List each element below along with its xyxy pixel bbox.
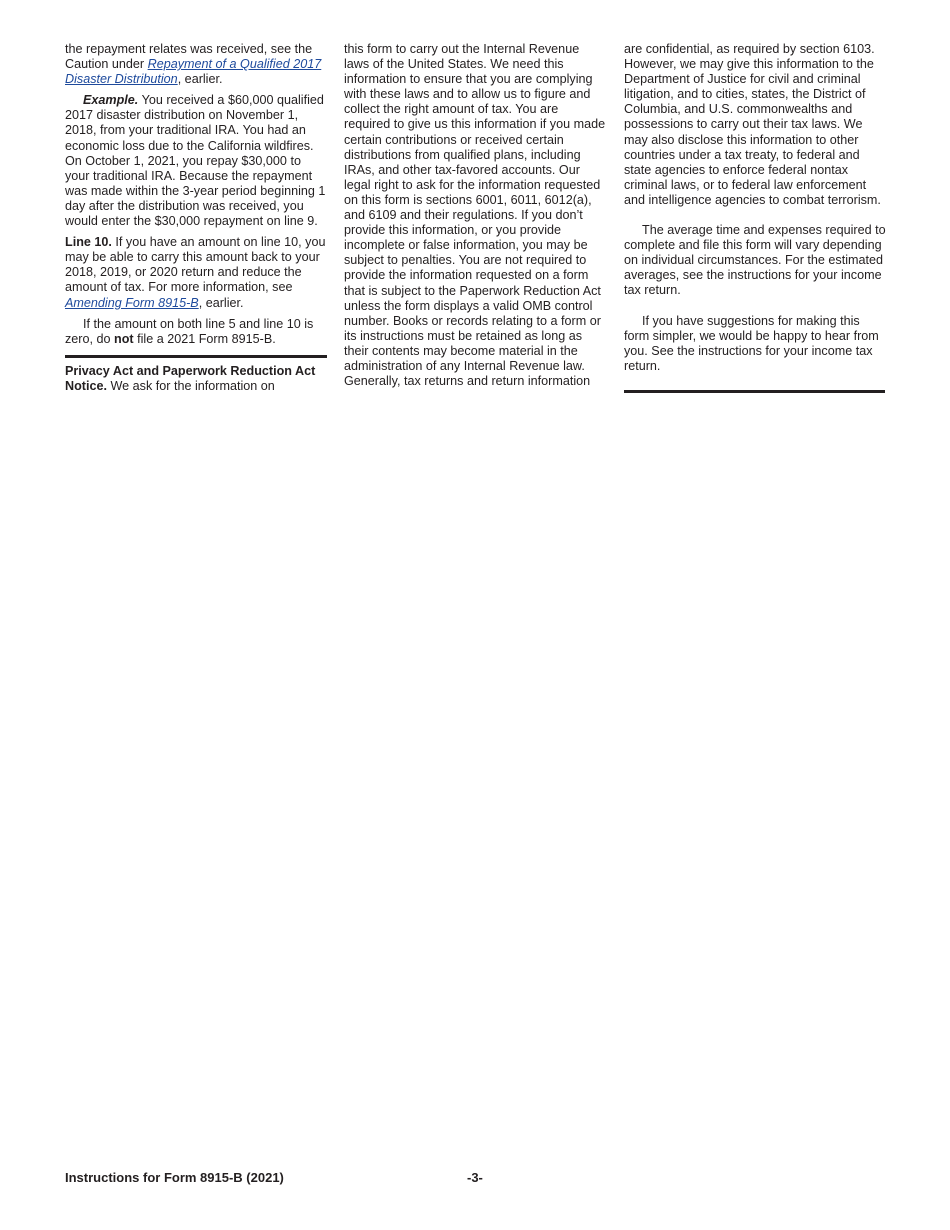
example-text: You received a $60,000 qualified 2017 disaster distribution on November 1, 2018, from your traditional IRA. You had an economic loss due to the California wildfires. On October 1, 2021, you repay $30,000 to your traditional IRA. Because the repayment was made within the 3-year period beginning 1 day after the distribution was received, you would enter the $30,000 repayment on line 9. (65, 93, 326, 229)
amending-form-8915b-link[interactable]: Amending Form 8915-B (65, 295, 199, 310)
line10-tail: , earlier. (198, 295, 244, 310)
amount-zero-tail: file a 2021 Form 8915-B. (133, 331, 276, 346)
privacy-act-heading: Privacy Act and Paperwork Reduction Act Notice. (65, 363, 316, 393)
amount-zero-paragraph (65, 317, 327, 347)
caution-reference-paragraph (65, 42, 327, 87)
footer-title: Instructions for Form 8915-B (2021) (65, 1170, 284, 1185)
line10-paragraph (65, 235, 327, 310)
confidentiality-paragraph: are confidential, as required by section 6103. However, we may give this information to the Department of Justice for civil and criminal litigation, and to cities, states, the District of Columbia, and U.S. commonwealths and possessions to carry out their tax laws. We may also disclose this information to other countries under a tax treaty, to federal and state agencies to enforce federal nontax criminal laws, or to federal law enforcement and intelligence agencies to combat terrorism. (624, 42, 881, 207)
average-time-paragraph: The average time and expenses required to complete and file this form will vary depending on individual circumstances. For the estimated averages, see the instructions for your income tax return. (624, 223, 886, 298)
section-divider (65, 355, 327, 358)
privacy-act-continued-text: this form to carry out the Internal Revenue laws of the United States. We need this information to ensure that you are complying with these laws and to allow us to figure and collect the right amount of tax. You are required to give us this information if you made certain contributions or received certain distributions from qualified plans, including IRAs, and other tax-favored accounts. Our legal right to ask for the information requested on this form is sections 6001, 6011, 6012(a), and 6109 and their regulations. If you don’t provide this information, or you provide incomplete or false information, you may be subject to penalties. You are not required to provide the information requested on a form that is subject to the Paperwork Reduction Act unless the form displays a valid OMB control number. Books or records relating to a form or its instructions must be retained as long as their contents may become material in the administration of any Internal Revenue law. Generally, tax returns and return information (344, 42, 606, 389)
privacy-act-paragraph (65, 364, 327, 394)
suggestions-paragraph: If you have suggestions for making this form simpler, we would be happy to hear from you. See the instructions for your income tax return. (624, 313, 879, 373)
column-1 (65, 42, 327, 394)
page-footer (65, 1170, 905, 1185)
example-label: Example. (83, 93, 139, 108)
not-emphasis: not (114, 331, 134, 346)
caution-reference-text: the repayment relates was received, see the Caution under (65, 42, 313, 72)
page-number: -3- (467, 1170, 483, 1185)
column-2 (344, 42, 606, 389)
example-paragraph (65, 93, 327, 229)
repayment-qualified-2017-disaster-link[interactable]: Repayment of a Qualified 2017 Disaster Distribution (65, 57, 322, 87)
line10-label: Line 10. (65, 235, 112, 250)
privacy-act-text: We ask for the information on (107, 378, 275, 393)
end-of-text-rule (624, 390, 885, 393)
line10-text: If you have an amount on line 10, you may be able to carry this amount back to your 2018, 2019, or 2020 return and reduce the amount of tax. For more information, see (65, 235, 326, 295)
column-3 (624, 42, 886, 393)
amount-zero-text: If the amount on both line 5 and line 10 is zero, do (65, 316, 314, 346)
caution-reference-tail: , earlier. (177, 72, 223, 87)
